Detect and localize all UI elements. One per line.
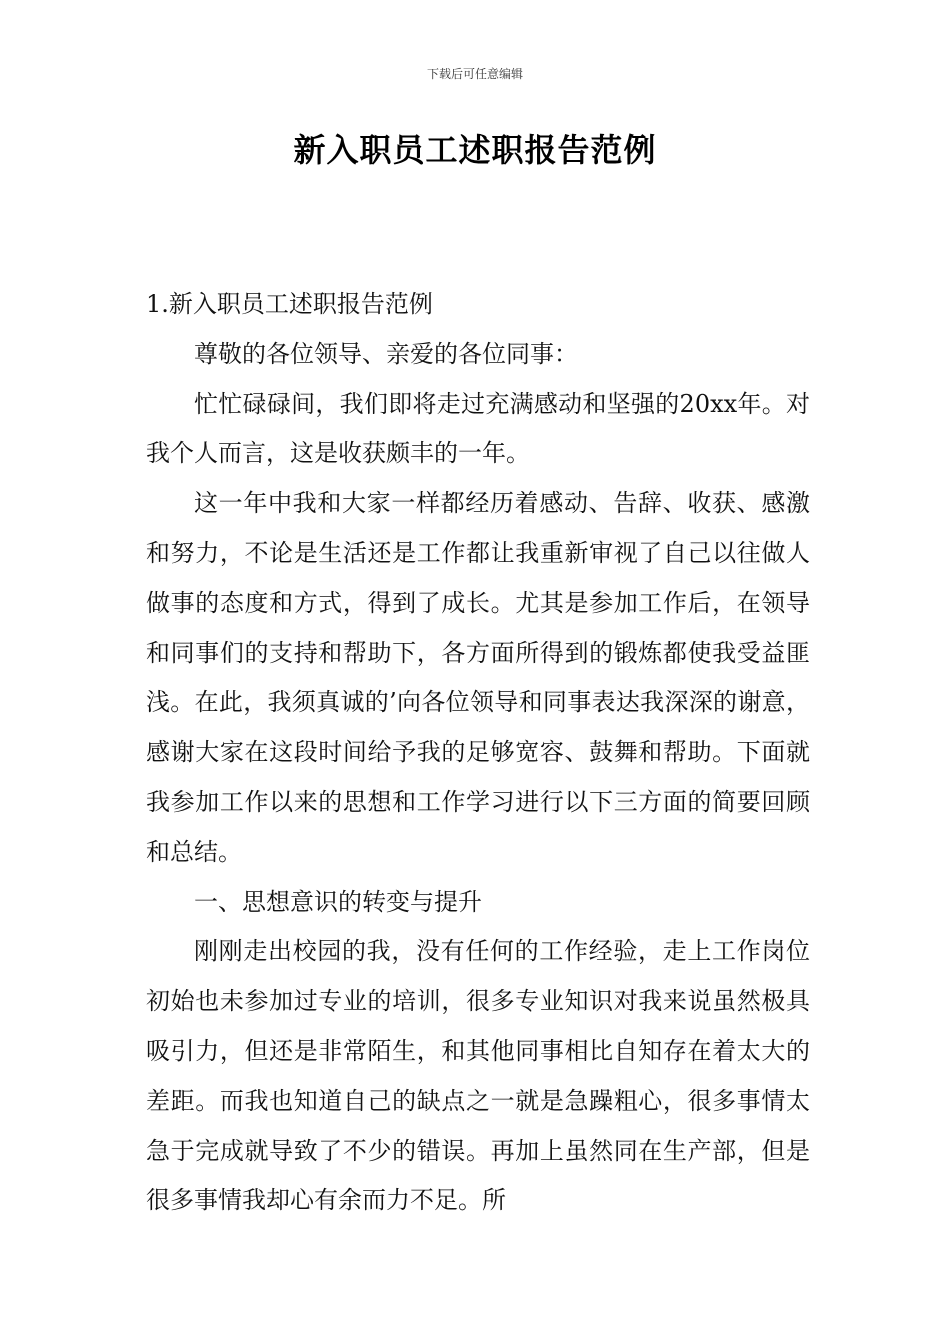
paragraph: 刚刚走出校园的我，没有任何的工作经验，走上工作岗位初始也未参加过专业的培训，很多专业知识对我来说虽然极具吸引力，但还是非常陌生，和其他同事相比自知存在着太大的差距。而我也知道自己的缺点之一就是急躁粗心，很多事情太急于完成就导致了不少的错误。再加上虽然同在生产部，但是很多事情我却心有余而力不足。所 bbox=[146, 937, 810, 1215]
paragraph: 忙忙碌碌间，我们即将走过充满感动和坚强的20xx年。对我个人而言，这是收获颇丰的一年。 bbox=[146, 389, 810, 468]
subheading: 一、思想意识的转变与提升 bbox=[194, 887, 482, 916]
salutation: 尊敬的各位领导、亲爱的各位同事： bbox=[194, 339, 578, 368]
document-title: 新入职员工述职报告范例 bbox=[293, 131, 657, 169]
section-heading: 1.新入职员工述职报告范例 bbox=[146, 290, 433, 318]
paragraph: 这一年中我和大家一样都经历着感动、告辞、收获、感激和努力，不论是生活还是工作都让我重新审视了自己以往做人做事的态度和方式，得到了成长。尤其是参加工作后，在领导和同事们的支持和帮助下，各方面所得到的锻炼都使我受益匪浅。在此，我须真诚的’向各位领导和同事表达我深深的谢意，感谢大家在这段时间给予我的足够宽容、鼓舞和帮助。下面就我参加工作以来的思想和工作学习进行以下三方面的简要回顾和总结。 bbox=[146, 489, 810, 866]
document-body bbox=[146, 280, 810, 1226]
page-header: 下载后可任意编辑 bbox=[426, 67, 523, 81]
